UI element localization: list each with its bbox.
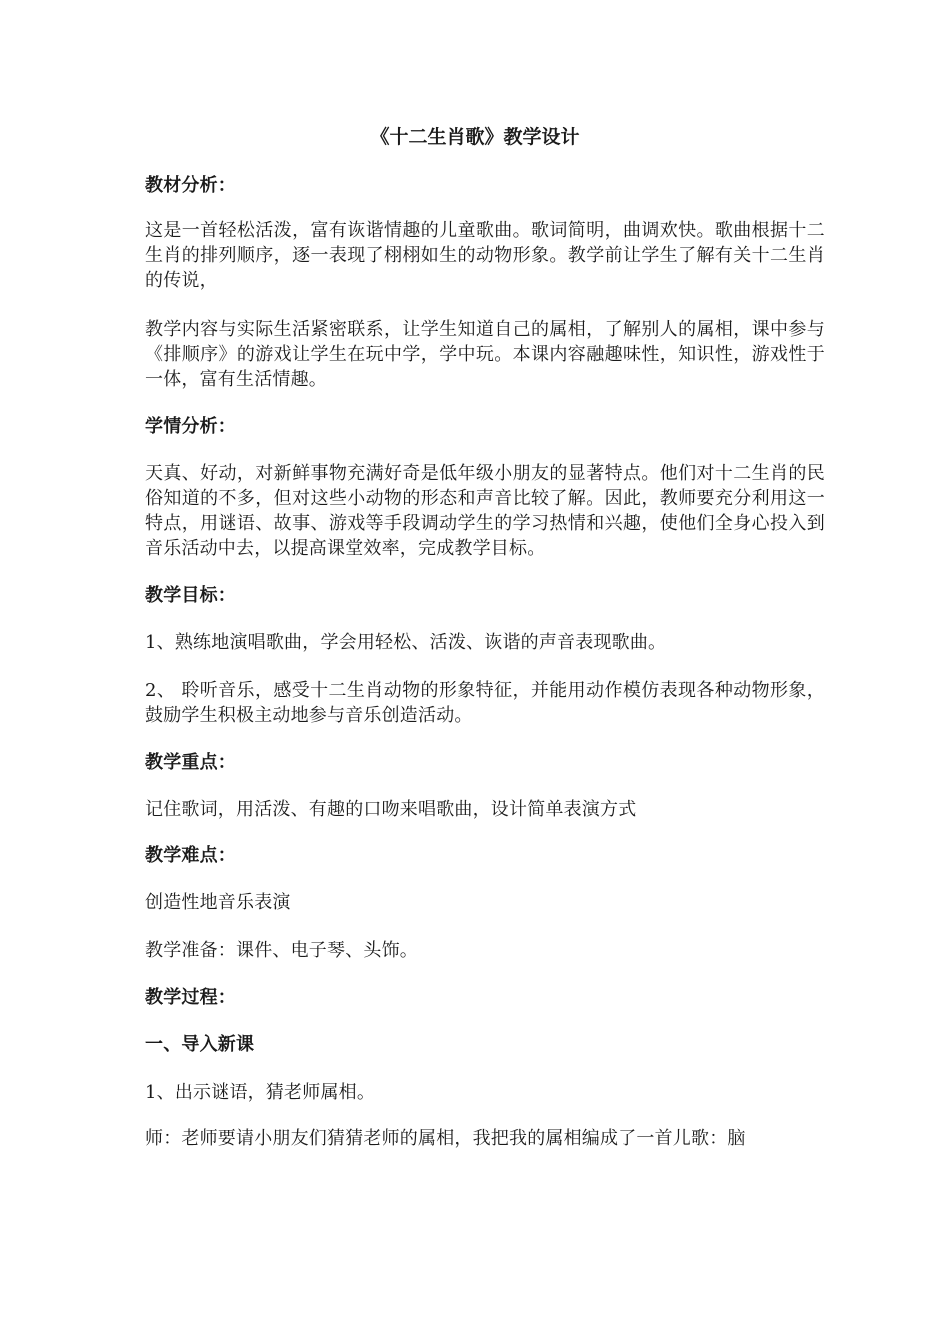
student-analysis-heading: 学情分析：: [145, 416, 236, 437]
student-analysis-paragraph: 天真、好动，对新鲜事物充满好奇是低年级小朋友的显著特点。他们对十二生肖的民俗知道的不多，但对这些小动物的形态和声音比较了解。因此，教师要充分利用这一特点，用谜语、故事、游戏等手段调动学生的学习热情和兴趣，使他们全身心投入到音乐活动中去，以提高课堂效率，完成教学目标。: [145, 463, 825, 559]
teaching-goal-1: 1、熟练地演唱歌曲，学会用轻松、活泼、诙谐的声音表现歌曲。: [145, 632, 667, 653]
process-heading: 教学过程：: [145, 987, 236, 1008]
key-points-heading: 教学重点：: [145, 752, 236, 773]
material-analysis-paragraph-1: 这是一首轻松活泼，富有诙谐情趣的儿童歌曲。歌词简明，曲调欢快。歌曲根据十二生肖的排列顺序，逐一表现了栩栩如生的动物形象。教学前让学生了解有关十二生肖的传说，: [145, 220, 825, 291]
teacher-dialogue-text: 师：老师要请小朋友们猜猜老师的属相，我把我的属相编成了一首儿歌：脑: [145, 1128, 746, 1149]
document-title: 《十二生肖歌》教学设计: [370, 126, 580, 148]
preparation-text: 教学准备：课件、电子琴、头饰。: [145, 940, 418, 961]
material-analysis-paragraph-2: 教学内容与实际生活紧密联系，让学生知道自己的属相，了解别人的属相，课中参与《排顺序》的游戏让学生在玩中学，学中玩。本课内容融趣味性，知识性，游戏性于一体，富有生活情趣。: [145, 319, 825, 390]
part-one-heading: 一、导入新课: [145, 1034, 255, 1055]
step-one-text: 1、出示谜语，猜老师属相。: [145, 1082, 376, 1103]
material-analysis-heading: 教材分析：: [145, 175, 236, 196]
teaching-goals-heading: 教学目标：: [145, 585, 236, 606]
difficulty-text: 创造性地音乐表演: [145, 892, 291, 913]
teaching-goal-2: 2、 聆听音乐，感受十二生肖动物的形象特征，并能用动作模仿表现各种动物形象，鼓励学生积极主动地参与音乐创造活动。: [145, 680, 825, 726]
key-points-text: 记住歌词，用活泼、有趣的口吻来唱歌曲，设计简单表演方式: [145, 799, 637, 820]
difficulty-heading: 教学难点：: [145, 845, 236, 866]
